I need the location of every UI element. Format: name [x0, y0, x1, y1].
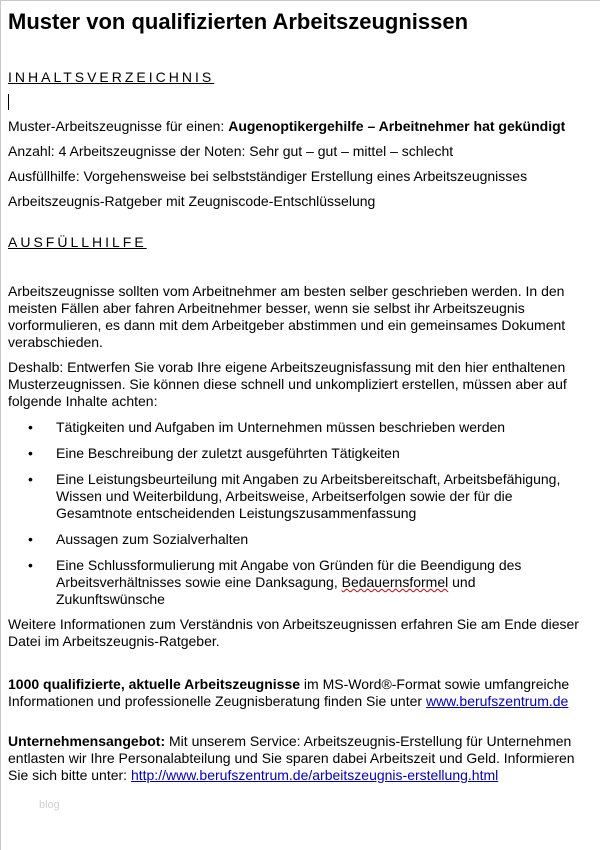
help-paragraph-2: Deshalb: Entwerfen Sie vorab Ihre eigene Arbeitszeugnisfassung mit den hier enthaltenen Musterzeugnissen. Sie können diese schnell und unkompliziert erstellen, müssen aber auf folgende Inhalte achten: — [8, 359, 567, 409]
bullet-icon: • — [28, 445, 33, 461]
toc-line-1-bold: Augenoptikergehilfe – Arbeitnehmer hat gekündigt — [228, 118, 566, 134]
spellcheck-word[interactable]: Bedauernsformel — [341, 574, 449, 590]
list-item: • Tätigkeiten und Aufgaben im Unternehmen müssen beschrieben werden — [28, 419, 506, 435]
list-item: • Eine Beschreibung der zuletzt ausgeführten Tätigkeiten — [28, 445, 400, 461]
list-item: • Eine Leistungsbeurteilung mit Angaben zu Arbeitsbereitschaft, Arbeitsbefähigung, Wissen und Weiterbildung, Arbeitsweise, Arbeitserfolgen sowie der für die Gesamtnote entscheidenden Leistungszusammenfassung — [28, 471, 561, 521]
promo-paragraph-2: Unternehmensangebot: Mit unserem Service: Arbeitszeugnis-Erstellung für Unternehmen entlasten wir Ihre Personalabteilung und Sie sparen dabei Arbeitszeit und Geld. Informieren Sie sich bitte unter: http://www.berufszentrum.de/arbeitszeugnis-erstellung.html — [8, 733, 575, 783]
toc-heading: INHALTSVERZEICHNIS — [8, 69, 215, 85]
toc-list — [8, 118, 600, 210]
bullet-icon: • — [28, 557, 33, 573]
watermark: blog — [39, 799, 60, 811]
zeugnis-erstellung-link[interactable]: http://www.berufszentrum.de/arbeitszeugnis-erstellung.html — [130, 767, 499, 783]
berufszentrum-link[interactable]: www.berufszentrum.de — [425, 693, 569, 709]
toc-line-2: Anzahl: 4 Arbeitszeugnisse der Noten: Sehr gut – gut – mittel – schlecht — [8, 143, 454, 159]
page-title: Muster von qualifizierten Arbeitszeugnissen — [8, 9, 469, 34]
text-cursor — [8, 94, 9, 110]
promo-paragraph-1: 1000 qualifizierte, aktuelle Arbeitszeugnisse im MS-Word®-Format sowie umfangreiche Informationen und professionelle Zeugnisberatung finden Sie unter www.berufszentrum.de — [8, 676, 570, 709]
toc-line-4: Arbeitszeugnis-Ratgeber mit Zeugniscode-Entschlüsselung — [8, 193, 376, 209]
promo-1-bold: 1000 qualifizierte, aktuelle Arbeitszeugnisse — [8, 676, 301, 692]
bullet-icon: • — [28, 419, 33, 435]
promo-2-bold: Unternehmensangebot: — [8, 733, 166, 749]
document-content — [8, 7, 600, 784]
list-item: • Eine Schlussformulierung mit Angabe von Gründen für die Beendigung des Arbeitsverhältnisses sowie eine Danksagung, Bedauernsformel und Zukunftswünsche — [28, 557, 522, 607]
help-paragraph-3: Weitere Informationen zum Verständnis von Arbeitszeugnissen erfahren Sie am Ende dieser Datei im Arbeitszeugnis-Ratgeber. — [8, 616, 579, 649]
bullet-icon: • — [28, 471, 33, 487]
help-paragraph-1: Arbeitszeugnisse sollten vom Arbeitnehmer am besten selber geschrieben werden. In den meisten Fällen aber fahren Arbeitnehmer besser, wenn sie selbst ihr Arbeitszeugnis vorformulieren, es dann mit dem Arbeitgeber abstimmen und ein gemeinsames Dokument verabschieden. — [8, 283, 566, 350]
list-item: • Aussagen zum Sozialverhalten — [28, 531, 249, 547]
toc-line-3: Ausfüllhilfe: Vorgehensweise bei selbstständiger Erstellung eines Arbeitszeugnisses — [8, 168, 528, 184]
help-heading: AUSFÜLLHILFE — [8, 234, 147, 250]
toc-line-1: Muster-Arbeitszeugnisse für einen: Augenoptikergehilfe – Arbeitnehmer hat gekündigt — [8, 118, 566, 134]
content-bullet-list — [8, 419, 600, 608]
bullet-icon: • — [28, 531, 33, 547]
